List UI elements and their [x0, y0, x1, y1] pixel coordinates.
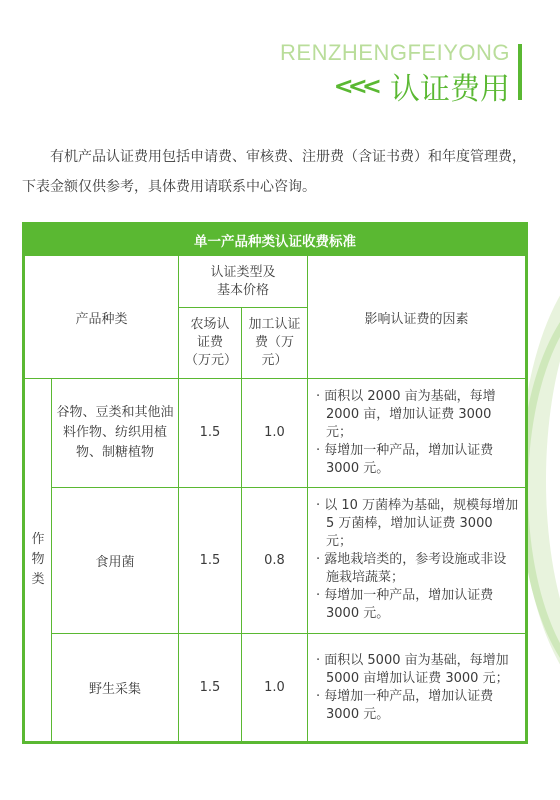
table-row — [24, 487, 527, 634]
table-title: 单一产品种类认证收费标准 — [24, 224, 527, 256]
factor-item: · 每增加一种产品，增加认证费 3000 元。 — [316, 588, 494, 622]
factor-item: · 每增加一种产品，增加认证费 3000 元。 — [316, 442, 494, 476]
factor-item: · 面积以 5000 亩为基础，每增加 5000 亩增加认证费 3000 元； — [316, 652, 509, 686]
title-accent-bar — [518, 44, 522, 100]
factors-cell — [308, 487, 527, 634]
factor-item: · 面积以 2000 亩为基础，每增 2000 亩，增加认证费 3000 元； — [316, 388, 496, 440]
factor-item: · 露地栽培类的，参考设施或非设施栽培蔬菜； — [316, 552, 507, 586]
page-title: 认证费用 — [390, 72, 510, 107]
category-label: 作物类 — [31, 531, 45, 587]
process-fee-cell: 0.8 — [242, 487, 308, 634]
factors-cell — [308, 378, 527, 487]
english-title: RENZHENGFEIYONG — [280, 40, 510, 65]
category-cell — [24, 378, 52, 742]
chevrons-icon: <<< — [333, 72, 376, 100]
process-fee-cell: 1.0 — [242, 378, 308, 487]
factor-item: · 以 10 万菌棒为基础，规模每增加 5 万菌棒，增加认证费 3000 元； — [316, 498, 519, 550]
table-row — [24, 634, 527, 743]
header-product: 产品种类 — [24, 256, 179, 379]
intro-paragraph: 有机产品认证费用包括申请费、审核费、注册费（含证书费）和年度管理费，下表金额仅供参考，具体费用请联系中心咨询。 — [22, 149, 526, 195]
product-cell: 谷物、豆类和其他油料作物、纺织用植物、制糖植物 — [52, 378, 179, 487]
header-cert-type: 认证类型及基本价格 — [179, 256, 308, 308]
process-fee-cell: 1.0 — [242, 634, 308, 743]
factor-item: · 每增加一种产品，增加认证费 3000 元。 — [316, 688, 494, 722]
product-cell: 野生采集 — [52, 634, 179, 743]
title-row — [334, 64, 510, 108]
farm-fee-cell: 1.5 — [179, 378, 242, 487]
table-row — [24, 378, 527, 487]
farm-fee-cell: 1.5 — [179, 487, 242, 634]
header-farm-fee: 农场认证费（万元） — [179, 308, 242, 378]
farm-fee-cell: 1.5 — [179, 634, 242, 743]
fee-table — [22, 222, 528, 744]
factors-cell — [308, 634, 527, 743]
header-process-fee: 加工认证费（万元） — [242, 308, 308, 378]
product-cell: 食用菌 — [52, 487, 179, 634]
header-factors: 影响认证费的因素 — [308, 256, 527, 379]
